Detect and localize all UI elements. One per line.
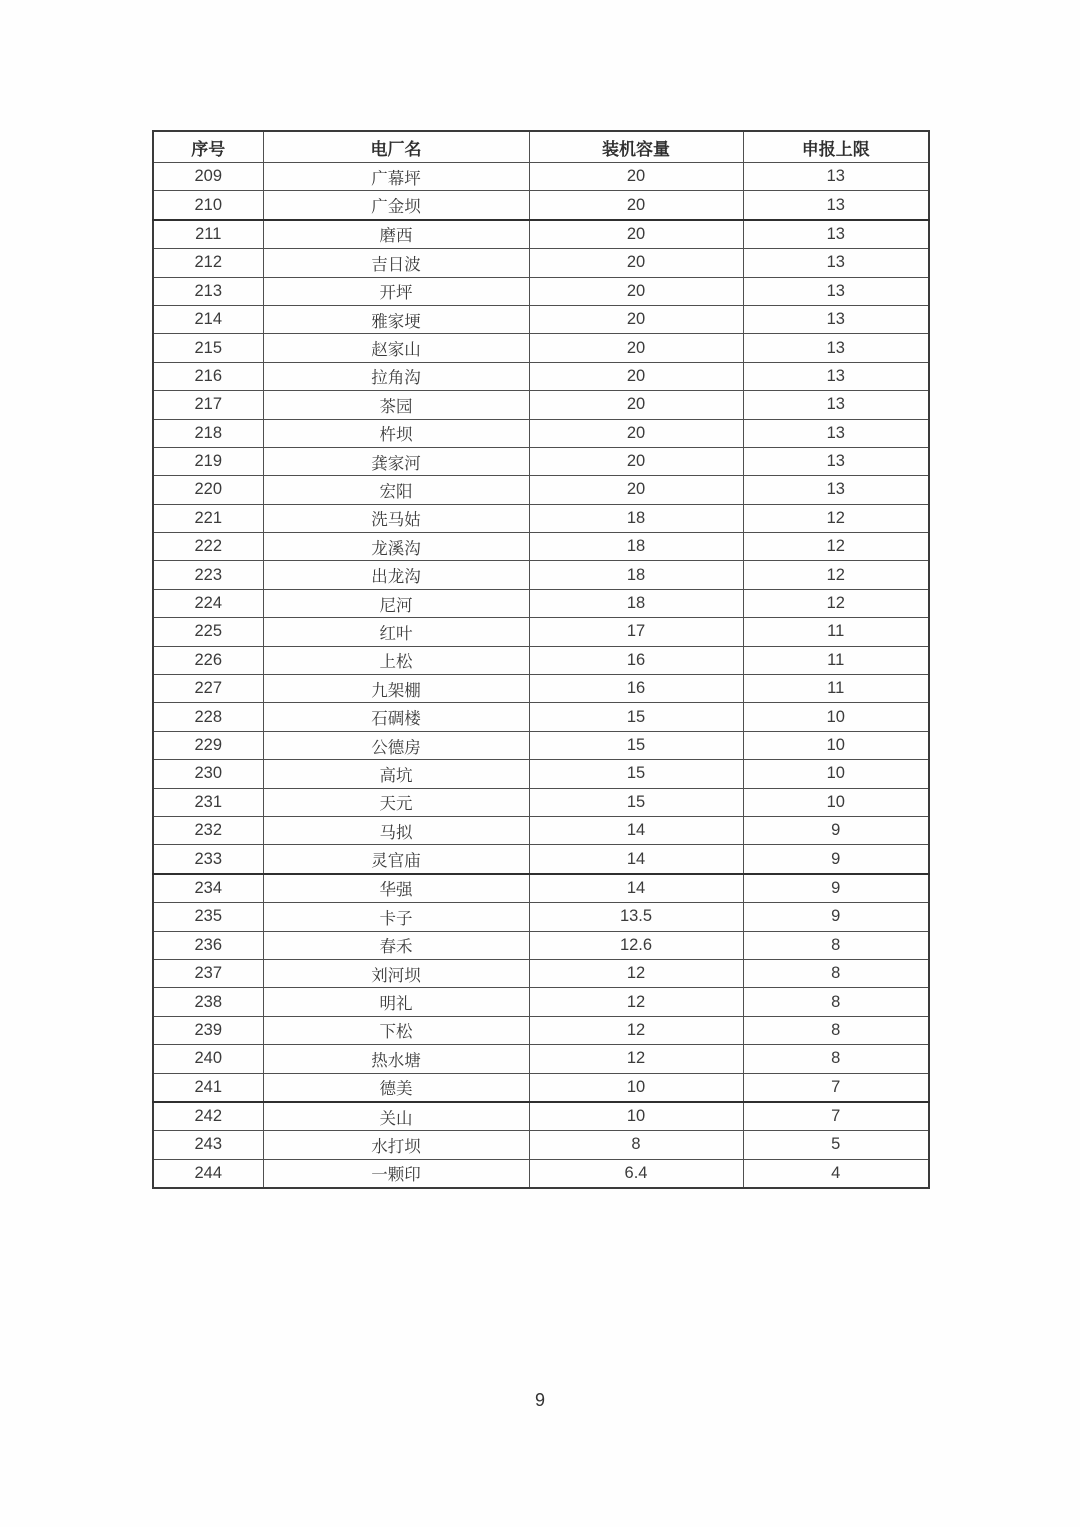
cell-limit: 13 xyxy=(743,163,929,191)
cell-plant-name: 德美 xyxy=(263,1073,529,1102)
table-row xyxy=(153,760,929,788)
table-row xyxy=(153,249,929,277)
cell-capacity: 12 xyxy=(529,959,743,987)
cell-plant-name: 水打坝 xyxy=(263,1131,529,1159)
cell-limit: 8 xyxy=(743,988,929,1016)
table-row xyxy=(153,1159,929,1188)
cell-capacity: 20 xyxy=(529,476,743,504)
cell-serial: 213 xyxy=(153,277,263,305)
cell-serial: 224 xyxy=(153,589,263,617)
cell-plant-name: 龙溪沟 xyxy=(263,533,529,561)
cell-limit: 11 xyxy=(743,646,929,674)
table-row xyxy=(153,1073,929,1102)
cell-serial: 222 xyxy=(153,533,263,561)
cell-capacity: 20 xyxy=(529,391,743,419)
cell-serial: 219 xyxy=(153,447,263,475)
cell-serial: 241 xyxy=(153,1073,263,1102)
cell-plant-name: 出龙沟 xyxy=(263,561,529,589)
cell-plant-name: 茶园 xyxy=(263,391,529,419)
cell-serial: 217 xyxy=(153,391,263,419)
cell-limit: 8 xyxy=(743,931,929,959)
table-row xyxy=(153,845,929,874)
cell-capacity: 15 xyxy=(529,760,743,788)
cell-limit: 13 xyxy=(743,220,929,249)
cell-plant-name: 开坪 xyxy=(263,277,529,305)
table-row xyxy=(153,163,929,191)
cell-capacity: 18 xyxy=(529,504,743,532)
cell-serial: 240 xyxy=(153,1045,263,1073)
table-row xyxy=(153,1131,929,1159)
cell-plant-name: 天元 xyxy=(263,788,529,816)
cell-capacity: 14 xyxy=(529,816,743,844)
table-row xyxy=(153,277,929,305)
cell-plant-name: 公德房 xyxy=(263,731,529,759)
table-row xyxy=(153,504,929,532)
cell-limit: 13 xyxy=(743,191,929,220)
cell-limit: 7 xyxy=(743,1102,929,1131)
cell-serial: 209 xyxy=(153,163,263,191)
cell-serial: 237 xyxy=(153,959,263,987)
cell-capacity: 15 xyxy=(529,703,743,731)
cell-limit: 12 xyxy=(743,589,929,617)
table-row xyxy=(153,788,929,816)
cell-capacity: 13.5 xyxy=(529,903,743,931)
table-row xyxy=(153,703,929,731)
cell-limit: 8 xyxy=(743,959,929,987)
cell-plant-name: 广金坝 xyxy=(263,191,529,220)
cell-serial: 235 xyxy=(153,903,263,931)
cell-serial: 212 xyxy=(153,249,263,277)
cell-plant-name: 卡子 xyxy=(263,903,529,931)
cell-capacity: 10 xyxy=(529,1073,743,1102)
table-row xyxy=(153,931,929,959)
cell-capacity: 15 xyxy=(529,731,743,759)
cell-serial: 233 xyxy=(153,845,263,874)
table-row xyxy=(153,419,929,447)
table-row xyxy=(153,874,929,903)
cell-plant-name: 龚家河 xyxy=(263,447,529,475)
table-row xyxy=(153,391,929,419)
cell-serial: 229 xyxy=(153,731,263,759)
cell-capacity: 18 xyxy=(529,533,743,561)
column-header-serial: 序号 xyxy=(153,131,263,163)
table-row xyxy=(153,1045,929,1073)
cell-limit: 5 xyxy=(743,1131,929,1159)
cell-plant-name: 宏阳 xyxy=(263,476,529,504)
cell-serial: 221 xyxy=(153,504,263,532)
cell-limit: 9 xyxy=(743,903,929,931)
cell-limit: 4 xyxy=(743,1159,929,1188)
cell-plant-name: 热水塘 xyxy=(263,1045,529,1073)
cell-serial: 239 xyxy=(153,1016,263,1044)
cell-serial: 216 xyxy=(153,362,263,390)
cell-serial: 210 xyxy=(153,191,263,220)
table-row xyxy=(153,362,929,390)
cell-serial: 226 xyxy=(153,646,263,674)
cell-limit: 10 xyxy=(743,760,929,788)
cell-limit: 7 xyxy=(743,1073,929,1102)
table-body xyxy=(153,163,929,1189)
table-row xyxy=(153,305,929,333)
table-row xyxy=(153,959,929,987)
cell-capacity: 12 xyxy=(529,1045,743,1073)
cell-limit: 9 xyxy=(743,874,929,903)
cell-serial: 236 xyxy=(153,931,263,959)
cell-serial: 214 xyxy=(153,305,263,333)
cell-limit: 11 xyxy=(743,675,929,703)
cell-limit: 13 xyxy=(743,249,929,277)
cell-capacity: 12 xyxy=(529,988,743,1016)
cell-capacity: 20 xyxy=(529,447,743,475)
page-number: 9 xyxy=(534,1390,545,1410)
cell-limit: 10 xyxy=(743,703,929,731)
cell-serial: 243 xyxy=(153,1131,263,1159)
cell-plant-name: 高坑 xyxy=(263,760,529,788)
cell-plant-name: 洗马姑 xyxy=(263,504,529,532)
cell-limit: 13 xyxy=(743,362,929,390)
header-row xyxy=(153,131,929,163)
cell-capacity: 10 xyxy=(529,1102,743,1131)
cell-capacity: 16 xyxy=(529,675,743,703)
cell-serial: 227 xyxy=(153,675,263,703)
cell-plant-name: 磨西 xyxy=(263,220,529,249)
cell-serial: 230 xyxy=(153,760,263,788)
table-row xyxy=(153,220,929,249)
cell-capacity: 6.4 xyxy=(529,1159,743,1188)
table-row xyxy=(153,191,929,220)
cell-capacity: 18 xyxy=(529,561,743,589)
table-header xyxy=(153,131,929,163)
cell-capacity: 20 xyxy=(529,305,743,333)
cell-limit: 12 xyxy=(743,504,929,532)
cell-limit: 13 xyxy=(743,391,929,419)
cell-limit: 8 xyxy=(743,1045,929,1073)
cell-limit: 12 xyxy=(743,561,929,589)
table-row xyxy=(153,903,929,931)
cell-plant-name: 赵家山 xyxy=(263,334,529,362)
cell-serial: 225 xyxy=(153,618,263,646)
cell-capacity: 14 xyxy=(529,845,743,874)
cell-plant-name: 刘河坝 xyxy=(263,959,529,987)
cell-limit: 13 xyxy=(743,419,929,447)
cell-capacity: 16 xyxy=(529,646,743,674)
cell-serial: 223 xyxy=(153,561,263,589)
cell-limit: 13 xyxy=(743,447,929,475)
cell-serial: 232 xyxy=(153,816,263,844)
cell-capacity: 18 xyxy=(529,589,743,617)
cell-capacity: 17 xyxy=(529,618,743,646)
cell-plant-name: 尼河 xyxy=(263,589,529,617)
cell-capacity: 12.6 xyxy=(529,931,743,959)
cell-plant-name: 灵官庙 xyxy=(263,845,529,874)
table-row xyxy=(153,618,929,646)
cell-limit: 13 xyxy=(743,305,929,333)
table-row xyxy=(153,476,929,504)
cell-plant-name: 九架棚 xyxy=(263,675,529,703)
cell-limit: 11 xyxy=(743,618,929,646)
cell-limit: 10 xyxy=(743,788,929,816)
cell-plant-name: 雅家埂 xyxy=(263,305,529,333)
cell-limit: 8 xyxy=(743,1016,929,1044)
table-row xyxy=(153,533,929,561)
cell-capacity: 14 xyxy=(529,874,743,903)
cell-capacity: 20 xyxy=(529,191,743,220)
cell-plant-name: 红叶 xyxy=(263,618,529,646)
cell-serial: 228 xyxy=(153,703,263,731)
cell-limit: 13 xyxy=(743,476,929,504)
cell-serial: 220 xyxy=(153,476,263,504)
table-row xyxy=(153,589,929,617)
cell-plant-name: 马拟 xyxy=(263,816,529,844)
cell-capacity: 20 xyxy=(529,163,743,191)
cell-plant-name: 拉角沟 xyxy=(263,362,529,390)
table-row xyxy=(153,1102,929,1131)
cell-plant-name: 上松 xyxy=(263,646,529,674)
cell-plant-name: 华强 xyxy=(263,874,529,903)
table-row xyxy=(153,561,929,589)
cell-serial: 244 xyxy=(153,1159,263,1188)
cell-serial: 242 xyxy=(153,1102,263,1131)
table-row xyxy=(153,675,929,703)
cell-capacity: 20 xyxy=(529,419,743,447)
cell-serial: 211 xyxy=(153,220,263,249)
cell-capacity: 20 xyxy=(529,277,743,305)
cell-plant-name: 下松 xyxy=(263,1016,529,1044)
cell-serial: 238 xyxy=(153,988,263,1016)
table-row xyxy=(153,334,929,362)
cell-plant-name: 一颗印 xyxy=(263,1159,529,1188)
cell-capacity: 20 xyxy=(529,362,743,390)
table-row xyxy=(153,646,929,674)
cell-plant-name: 关山 xyxy=(263,1102,529,1131)
cell-limit: 13 xyxy=(743,334,929,362)
table-row xyxy=(153,1016,929,1044)
cell-plant-name: 春禾 xyxy=(263,931,529,959)
cell-plant-name: 吉日波 xyxy=(263,249,529,277)
cell-limit: 9 xyxy=(743,816,929,844)
power-plant-table xyxy=(152,130,930,1189)
cell-serial: 218 xyxy=(153,419,263,447)
cell-limit: 12 xyxy=(743,533,929,561)
cell-limit: 13 xyxy=(743,277,929,305)
table-row xyxy=(153,816,929,844)
cell-serial: 234 xyxy=(153,874,263,903)
cell-capacity: 20 xyxy=(529,249,743,277)
cell-limit: 10 xyxy=(743,731,929,759)
table-row xyxy=(153,988,929,1016)
table-row xyxy=(153,731,929,759)
cell-plant-name: 广幕坪 xyxy=(263,163,529,191)
cell-limit: 9 xyxy=(743,845,929,874)
cell-plant-name: 明礼 xyxy=(263,988,529,1016)
cell-capacity: 20 xyxy=(529,220,743,249)
cell-capacity: 20 xyxy=(529,334,743,362)
cell-capacity: 8 xyxy=(529,1131,743,1159)
cell-serial: 231 xyxy=(153,788,263,816)
cell-plant-name: 石碉楼 xyxy=(263,703,529,731)
cell-plant-name: 杵坝 xyxy=(263,419,529,447)
cell-capacity: 12 xyxy=(529,1016,743,1044)
column-header-limit: 申报上限 xyxy=(743,131,929,163)
column-header-plant-name: 电厂名 xyxy=(263,131,529,163)
column-header-capacity: 装机容量 xyxy=(529,131,743,163)
table-row xyxy=(153,447,929,475)
cell-serial: 215 xyxy=(153,334,263,362)
cell-capacity: 15 xyxy=(529,788,743,816)
